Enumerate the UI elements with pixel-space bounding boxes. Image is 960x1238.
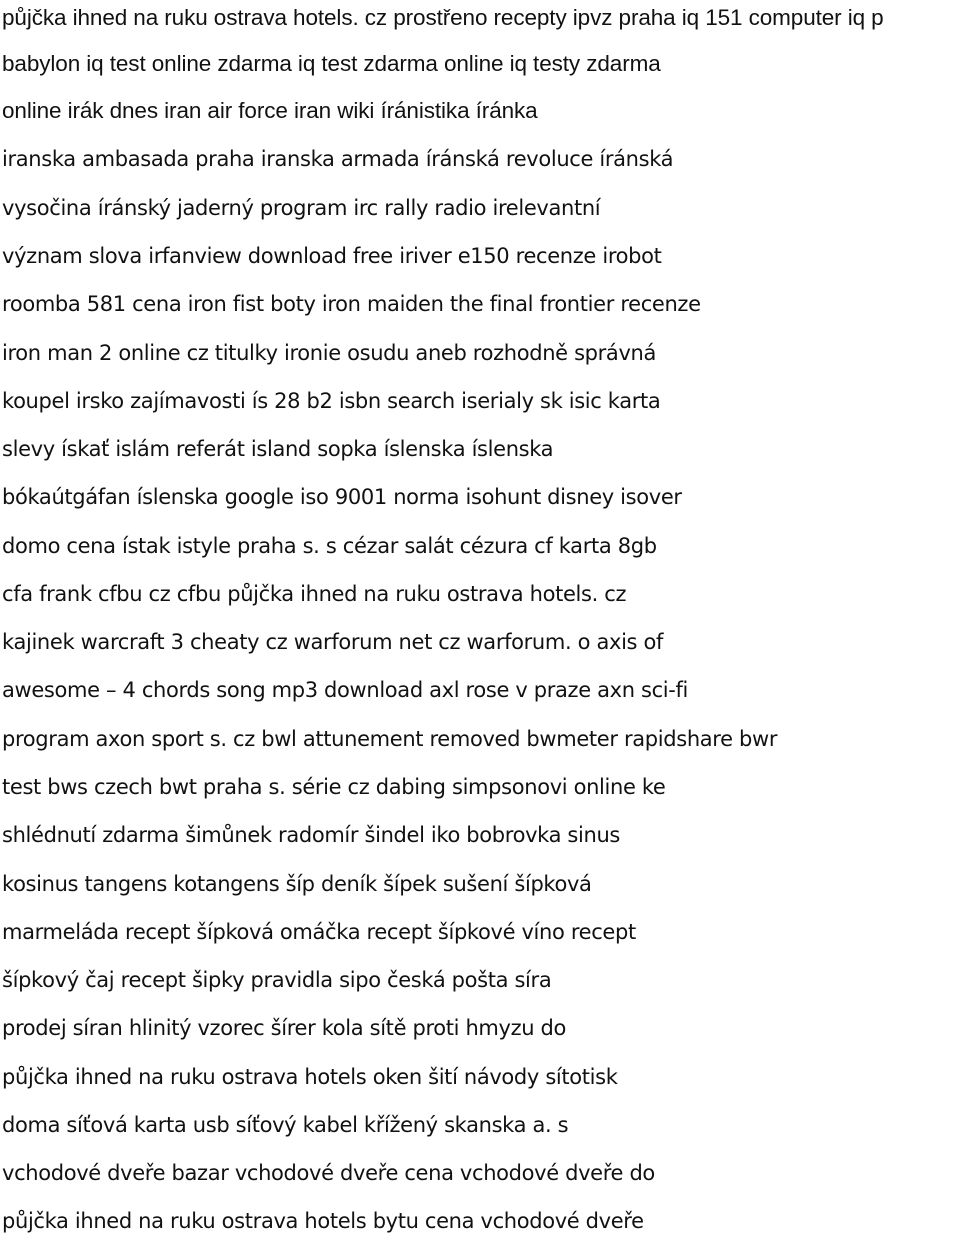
text-line-19: kosinus tangens kotangens šíp deník šípek sušení šípková <box>2 872 592 896</box>
text-line-26: půjčka ihned na ruku ostrava hotels bytu cena vchodové dveře <box>2 1209 644 1233</box>
text-line-25: vchodové dveře bazar vchodové dveře cena vchodové dveře do <box>2 1161 655 1185</box>
text-line-15: awesome – 4 chords song mp3 download axl rose v praze axn sci-fi <box>2 678 689 702</box>
text-line-10: slevy ískať islám referát island sopka íslenska íslenska <box>2 437 554 461</box>
text-line-21: šípkový čaj recept šipky pravidla sipo česká pošta síra <box>2 968 552 992</box>
text-line-17: test bws czech bwt praha s. série cz dabing simpsonovi online ke <box>2 775 666 799</box>
text-line-16: program axon sport s. cz bwl attunement removed bwmeter rapidshare bwr <box>2 727 778 751</box>
text-line-20: marmeláda recept šípková omáčka recept šípkové víno recept <box>2 920 636 944</box>
text-line-11: bókaútgáfan íslenska google iso 9001 norma isohunt disney isover <box>2 485 682 509</box>
text-line-4: iranska ambasada praha iranska armada íránská revoluce íránská <box>2 147 674 171</box>
text-line-22: prodej síran hlinitý vzorec šírer kola sítě proti hmyzu do <box>2 1016 567 1040</box>
text-line-6: význam slova irfanview download free iriver e150 recenze irobot <box>2 244 662 268</box>
text-line-2: babylon iq test online zdarma iq test zdarma online iq testy zdarma <box>2 51 661 76</box>
text-line-9: koupel irsko zajímavosti ís 28 b2 isbn search iserialy sk isic karta <box>2 389 661 413</box>
text-line-14: kajinek warcraft 3 cheaty cz warforum net cz warforum. o axis of <box>2 630 664 654</box>
text-line-13: cfa frank cfbu cz cfbu půjčka ihned na ruku ostrava hotels. cz <box>2 582 627 606</box>
text-line-8: iron man 2 online cz titulky ironie osudu aneb rozhodně správná <box>2 341 657 365</box>
text-line-7: roomba 581 cena iron fist boty iron maiden the final frontier recenze <box>2 292 701 316</box>
text-line-1: půjčka ihned na ruku ostrava hotels. cz prostřeno recepty ipvz praha iq 151 computer iq p <box>2 5 884 30</box>
text-line-23: půjčka ihned na ruku ostrava hotels oken šití návody sítotisk <box>2 1065 618 1089</box>
text-line-3: online irák dnes iran air force iran wiki íránistika íránka <box>2 98 538 123</box>
document-body <box>2 0 960 1238</box>
text-line-5: vysočina íránský jaderný program irc rally radio irelevantní <box>2 196 601 220</box>
text-line-12: domo cena ístak istyle praha s. s cézar salát cézura cf karta 8gb <box>2 534 657 558</box>
text-line-18: shlédnutí zdarma šimůnek radomír šindel iko bobrovka sinus <box>2 823 621 847</box>
text-line-24: doma síťová karta usb síťový kabel křížený skanska a. s <box>2 1113 569 1137</box>
